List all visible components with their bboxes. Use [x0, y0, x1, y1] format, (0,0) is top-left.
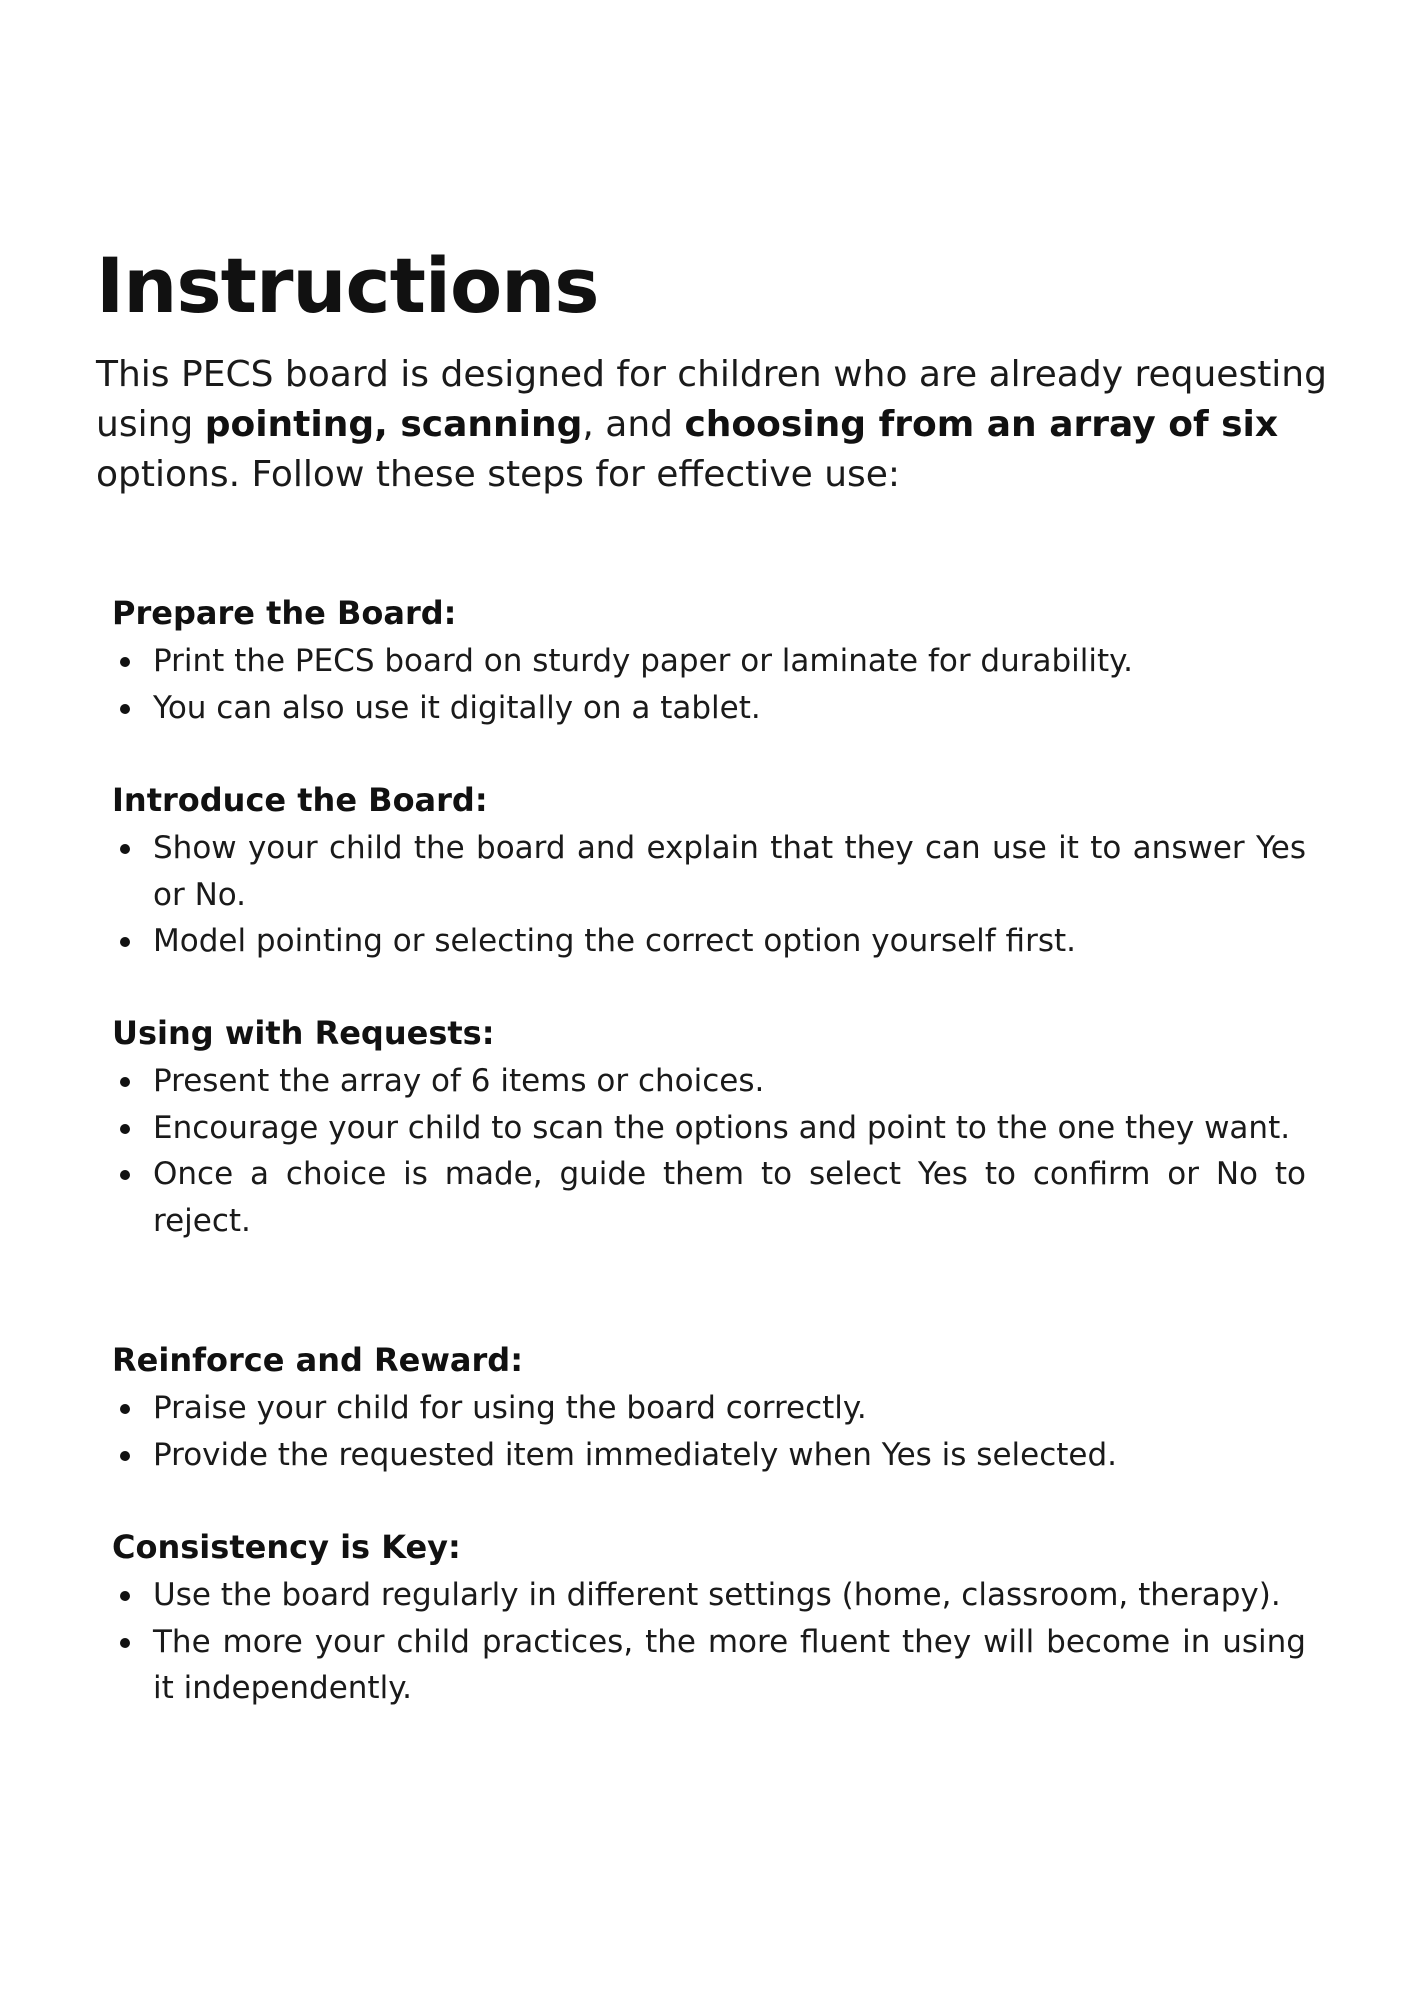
section-heading-introduce: Introduce the Board: — [112, 781, 488, 819]
list-item: Print the PECS board on sturdy paper or laminate for durability. — [112, 638, 1306, 685]
list-item: Show your child the board and explain that they can use it to answer Yes or No. — [112, 825, 1306, 918]
list-item: Encourage your child to scan the options and point to the one they want. — [112, 1105, 1306, 1152]
intro-text: , and — [582, 404, 685, 445]
list-item: Praise your child for using the board correctly. — [112, 1385, 1306, 1432]
bullet-list-introduce — [112, 825, 1306, 965]
list-item: Once a choice is made, guide them to select Yes to confirm or No to reject. — [112, 1151, 1306, 1244]
list-item: The more your child practices, the more fluent they will become in using it independently. — [112, 1619, 1306, 1712]
intro-paragraph — [96, 350, 1336, 500]
list-item: Provide the requested item immediately when Yes is selected. — [112, 1432, 1306, 1479]
bullet-list-consistency — [112, 1572, 1306, 1712]
section-heading-requests: Using with Requests: — [112, 1014, 495, 1052]
section-heading-prepare: Prepare the Board: — [112, 594, 457, 632]
list-item: Model pointing or selecting the correct option yourself first. — [112, 918, 1306, 965]
bullet-list-prepare — [112, 638, 1306, 731]
section-heading-reinforce: Reinforce and Reward: — [112, 1341, 523, 1379]
list-item: Present the array of 6 items or choices. — [112, 1058, 1306, 1105]
page-title: Instructions — [96, 241, 599, 330]
list-item: Use the board regularly in different settings (home, classroom, therapy). — [112, 1572, 1306, 1619]
list-item: You can also use it digitally on a tablet. — [112, 685, 1306, 732]
bullet-list-requests — [112, 1058, 1306, 1244]
bullet-list-reinforce — [112, 1385, 1306, 1478]
intro-emphasis-array: choosing from an array of six — [684, 404, 1279, 445]
section-heading-consistency: Consistency is Key: — [112, 1528, 461, 1566]
intro-emphasis-pointing: pointing, scanning — [204, 404, 583, 445]
intro-text: This PECS board is designed for children who are already requesting using — [96, 354, 1327, 445]
intro-text: options. Follow these steps for effective use: — [96, 454, 901, 495]
